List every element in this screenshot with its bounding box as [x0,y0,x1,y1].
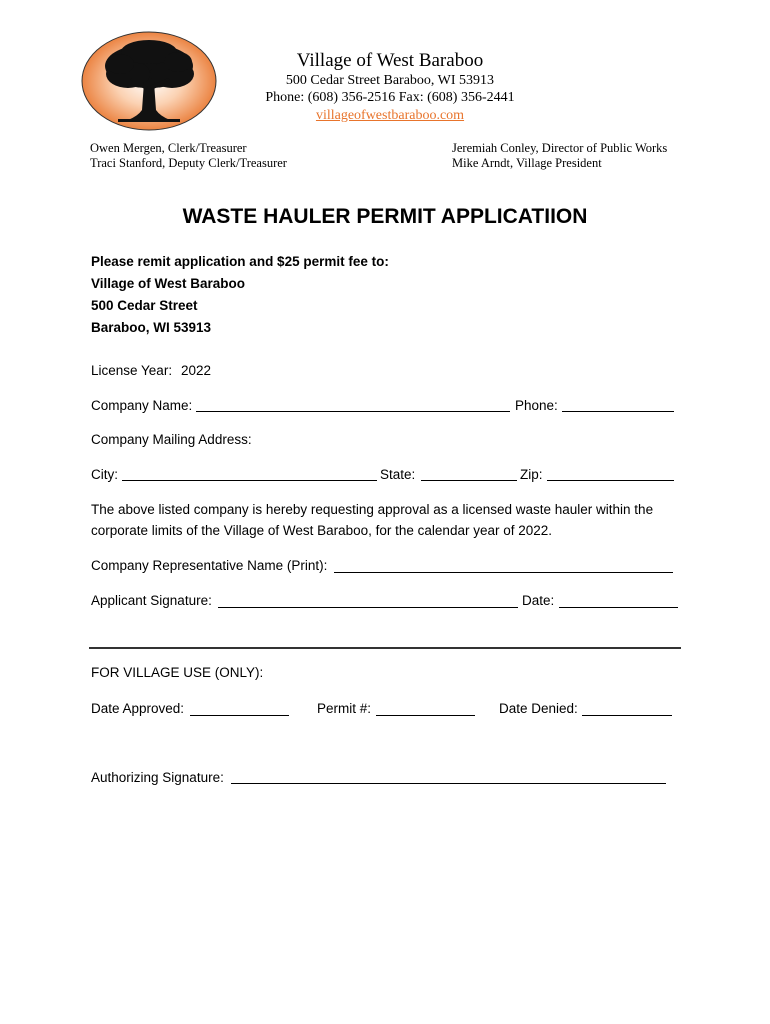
date-approved-field[interactable] [190,715,289,716]
zip-field[interactable] [547,480,674,481]
remit-street: 500 Cedar Street [91,298,198,313]
staff-clerk: Owen Mergen, Clerk/Treasurer [90,141,247,155]
city-field[interactable] [122,480,377,481]
company-name-label: Company Name: [91,398,193,413]
staff-list-left [90,141,287,171]
state-field[interactable] [421,480,517,481]
phone-label: Phone: [515,398,558,413]
org-phone-fax: Phone: (608) 356-2516 Fax: (608) 356-2441 [265,90,515,105]
date-denied-field[interactable] [582,715,672,716]
form-title: WASTE HAULER PERMIT APPLICATIION [182,205,588,228]
remit-recipient: Village of West Baraboo [91,276,246,291]
applicant-signature-label: Applicant Signature: [91,593,212,608]
applicant-signature-field[interactable] [218,607,518,608]
section-divider [89,647,681,649]
village-use-heading: FOR VILLAGE USE (ONLY): [91,665,264,680]
authorizing-signature-field[interactable] [231,783,666,784]
org-website-link[interactable]: villageofwestbaraboo.com [315,108,465,123]
approval-statement: The above listed company is hereby requesting approval as a licensed waste hauler within the corporate limits of the Village of West Baraboo, for the calendar year of 2022. [91,502,654,538]
date-field[interactable] [559,607,678,608]
remit-city: Baraboo, WI 53913 [91,320,212,335]
city-label: City: [91,467,118,482]
staff-list-right [452,141,667,171]
permit-number-label: Permit #: [317,701,372,716]
staff-village-president: Mike Arndt, Village President [452,156,602,170]
date-label: Date: [522,593,555,608]
staff-public-works-director: Jeremiah Conley, Director of Public Works [452,141,668,155]
phone-field[interactable] [562,411,674,412]
rep-name-field[interactable] [334,572,673,573]
remit-instruction: Please remit application and $25 permit fee to: [91,254,389,269]
company-name-field[interactable] [196,411,510,412]
date-approved-label: Date Approved: [91,701,185,716]
permit-number-field[interactable] [376,715,475,716]
rep-name-label: Company Representative Name (Print): [91,558,328,573]
mailing-address-label: Company Mailing Address: [91,432,252,447]
village-tree-logo [80,30,218,132]
state-label: State: [380,467,416,482]
license-year-value: 2022 [181,363,212,378]
license-year-label: License Year: [91,363,173,378]
org-address: 500 Cedar Street Baraboo, WI 53913 [285,73,495,88]
staff-deputy-clerk: Traci Stanford, Deputy Clerk/Treasurer [90,156,287,170]
zip-label: Zip: [520,467,543,482]
org-name: Village of West Baraboo [296,50,484,71]
authorizing-signature-label: Authorizing Signature: [91,770,224,785]
date-denied-label: Date Denied: [499,701,578,716]
